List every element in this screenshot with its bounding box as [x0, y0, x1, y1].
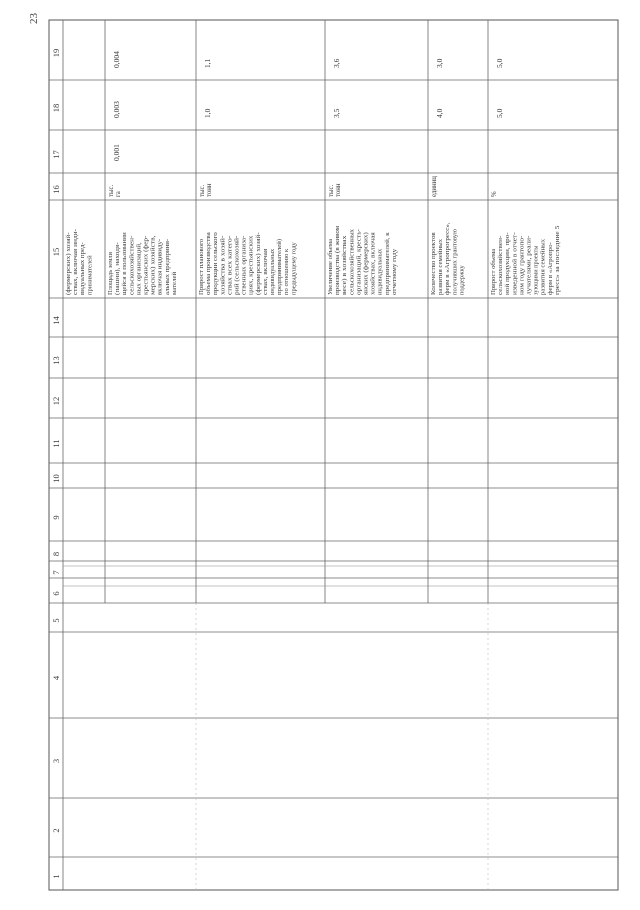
value-col-18: 1,0 — [203, 108, 212, 118]
column-number-6: 6 — [51, 591, 61, 596]
indicator-text-line: щейся в пользовании — [121, 237, 129, 295]
indicator-text-line: (фермерских) хозяй- — [65, 239, 72, 295]
column-number-17: 17 — [51, 150, 61, 159]
value-col-19: 1,1 — [203, 58, 212, 68]
indicator-text-line: отчетному году — [390, 253, 398, 295]
indicator-text-line: альных предприни- — [163, 241, 171, 295]
indicator-text-line: ферм в «Агропрогресс», — [444, 228, 452, 295]
indicator-text-line: включая индивиду- — [156, 242, 164, 295]
indicator-text-line: поддержку — [458, 265, 466, 295]
column-number-7: 7 — [51, 570, 61, 575]
value-col-17: 0,001 — [112, 144, 121, 161]
indicator-text-line: индивидуальных — [269, 248, 276, 295]
indicator-text-line: (фермерских) хозяй- — [254, 239, 262, 295]
page-number: 23 — [28, 13, 40, 24]
unit-text: тыс. — [108, 184, 115, 197]
column-number-16: 16 — [51, 185, 61, 194]
column-number-12: 12 — [51, 396, 61, 406]
indicator-text-line: производства (в живом — [334, 232, 342, 295]
indicator-text-line: ной продукции, про- — [504, 238, 512, 295]
indicator-text-line: Увеличение объема — [327, 242, 334, 295]
indicator-text-line: зующими проекты — [532, 244, 540, 295]
indicator-text-line: ствах, включая инди- — [72, 237, 80, 295]
indicator-text-line: ных организаций, — [135, 246, 143, 295]
indicator-text-line: предпринимателей) — [276, 241, 284, 295]
indicator-text-line: янских (фермерских) — [362, 237, 370, 295]
indicator-text-line: видуальных пред- — [79, 245, 87, 295]
indicator-text-line: принимателей — [86, 256, 94, 295]
indicator-text-line: (пашни), находя- — [114, 248, 122, 295]
indicator-text-line: весе) в хозяйствах — [341, 245, 349, 295]
indicator-text-line: сельскохозяйствен- — [497, 242, 505, 295]
unit-text: га — [115, 191, 122, 197]
unit-text: % — [491, 191, 498, 197]
indicator-text-line: Прирост объема — [490, 250, 497, 295]
indicator-text-line: Количество проектов — [430, 237, 437, 295]
value-col-19: 3,6 — [332, 58, 341, 68]
indicator-text-line: хозяйствах, включая — [369, 239, 377, 295]
unit-text: единиц — [431, 176, 438, 197]
value-col-18: 4,0 — [435, 108, 444, 118]
indicator-text-line: лучателями, реали- — [525, 242, 533, 295]
column-number-2: 2 — [51, 828, 61, 833]
indicator-text-line: развития семейных — [437, 242, 445, 295]
column-number-8: 8 — [51, 551, 61, 557]
indicator-text-line: ствах, включая — [261, 254, 269, 295]
indicator-text-line: мерских) хозяйств, — [149, 243, 157, 295]
column-number-3: 3 — [51, 758, 61, 764]
indicator-text-line: ствах всех катего- — [226, 246, 234, 295]
indicator-text-line: гресс» за последние 5 — [553, 235, 561, 295]
indicator-text-line: сельскохозяйственных — [348, 233, 356, 295]
value-col-19: 3,0 — [435, 58, 444, 68]
indicator-text-line: продукции сельского — [212, 237, 220, 295]
indicator-text-line: сельскохозяйствен- — [128, 242, 136, 295]
indicator-text-line: рий (сельскохозяй- — [233, 243, 241, 295]
column-number-9: 9 — [51, 515, 61, 520]
indicator-text-line: ферм в «Агропро- — [546, 245, 554, 295]
value-col-18: 5,0 — [495, 108, 504, 118]
column-number-11: 11 — [51, 439, 61, 448]
indicator-text-line: хозяйства в хозяй- — [219, 245, 227, 295]
indicator-text-line: ном году грантопо- — [518, 242, 526, 295]
indicator-text-line: организаций, кресть- — [355, 237, 363, 295]
indicator-text-line: получивших грантовую — [451, 230, 459, 295]
indicator-text-line: объема производства — [205, 237, 213, 295]
table-frame — [49, 20, 618, 890]
indicator-text-line: циях, крестьянских — [247, 242, 255, 295]
indicator-text-line: развития семейных — [539, 242, 547, 295]
unit-text: тонн — [206, 183, 213, 197]
column-number-5: 5 — [51, 618, 61, 623]
unit-text: тыс. — [328, 184, 335, 197]
indicator-text-line: изведенной в отчет- — [511, 240, 519, 295]
unit-text: тыс. — [199, 184, 206, 197]
value-col-19: 5,0 — [495, 58, 504, 68]
indicator-text-line: по отношению к — [283, 250, 291, 295]
indicator-text-line: предпринимателей, к — [383, 237, 391, 295]
column-number-14: 14 — [51, 316, 61, 325]
indicator-text-line: индивидуальных — [376, 248, 384, 295]
indicator-text-line: мателей — [170, 273, 178, 295]
column-number-10: 10 — [51, 474, 61, 483]
column-number-19: 19 — [51, 48, 61, 58]
indicator-text-line: крестьянских (фер- — [142, 242, 150, 295]
column-number-15: 15 — [51, 247, 61, 257]
column-number-13: 13 — [51, 356, 61, 365]
indicator-text-line: ственных организа- — [240, 241, 248, 295]
unit-text: тонн — [335, 183, 342, 197]
value-col-18: 3,5 — [332, 108, 341, 118]
column-number-18: 18 — [51, 103, 61, 113]
column-number-1: 1 — [51, 874, 61, 879]
indicator-text-line: Прирост планового — [198, 242, 205, 295]
indicator-text-line: Площадь земли — [107, 252, 114, 295]
indicator-text-line: предыдущему году — [290, 243, 298, 295]
column-number-4: 4 — [51, 675, 61, 681]
value-col-19: 0,004 — [112, 51, 121, 68]
value-col-18: 0,003 — [112, 101, 121, 118]
